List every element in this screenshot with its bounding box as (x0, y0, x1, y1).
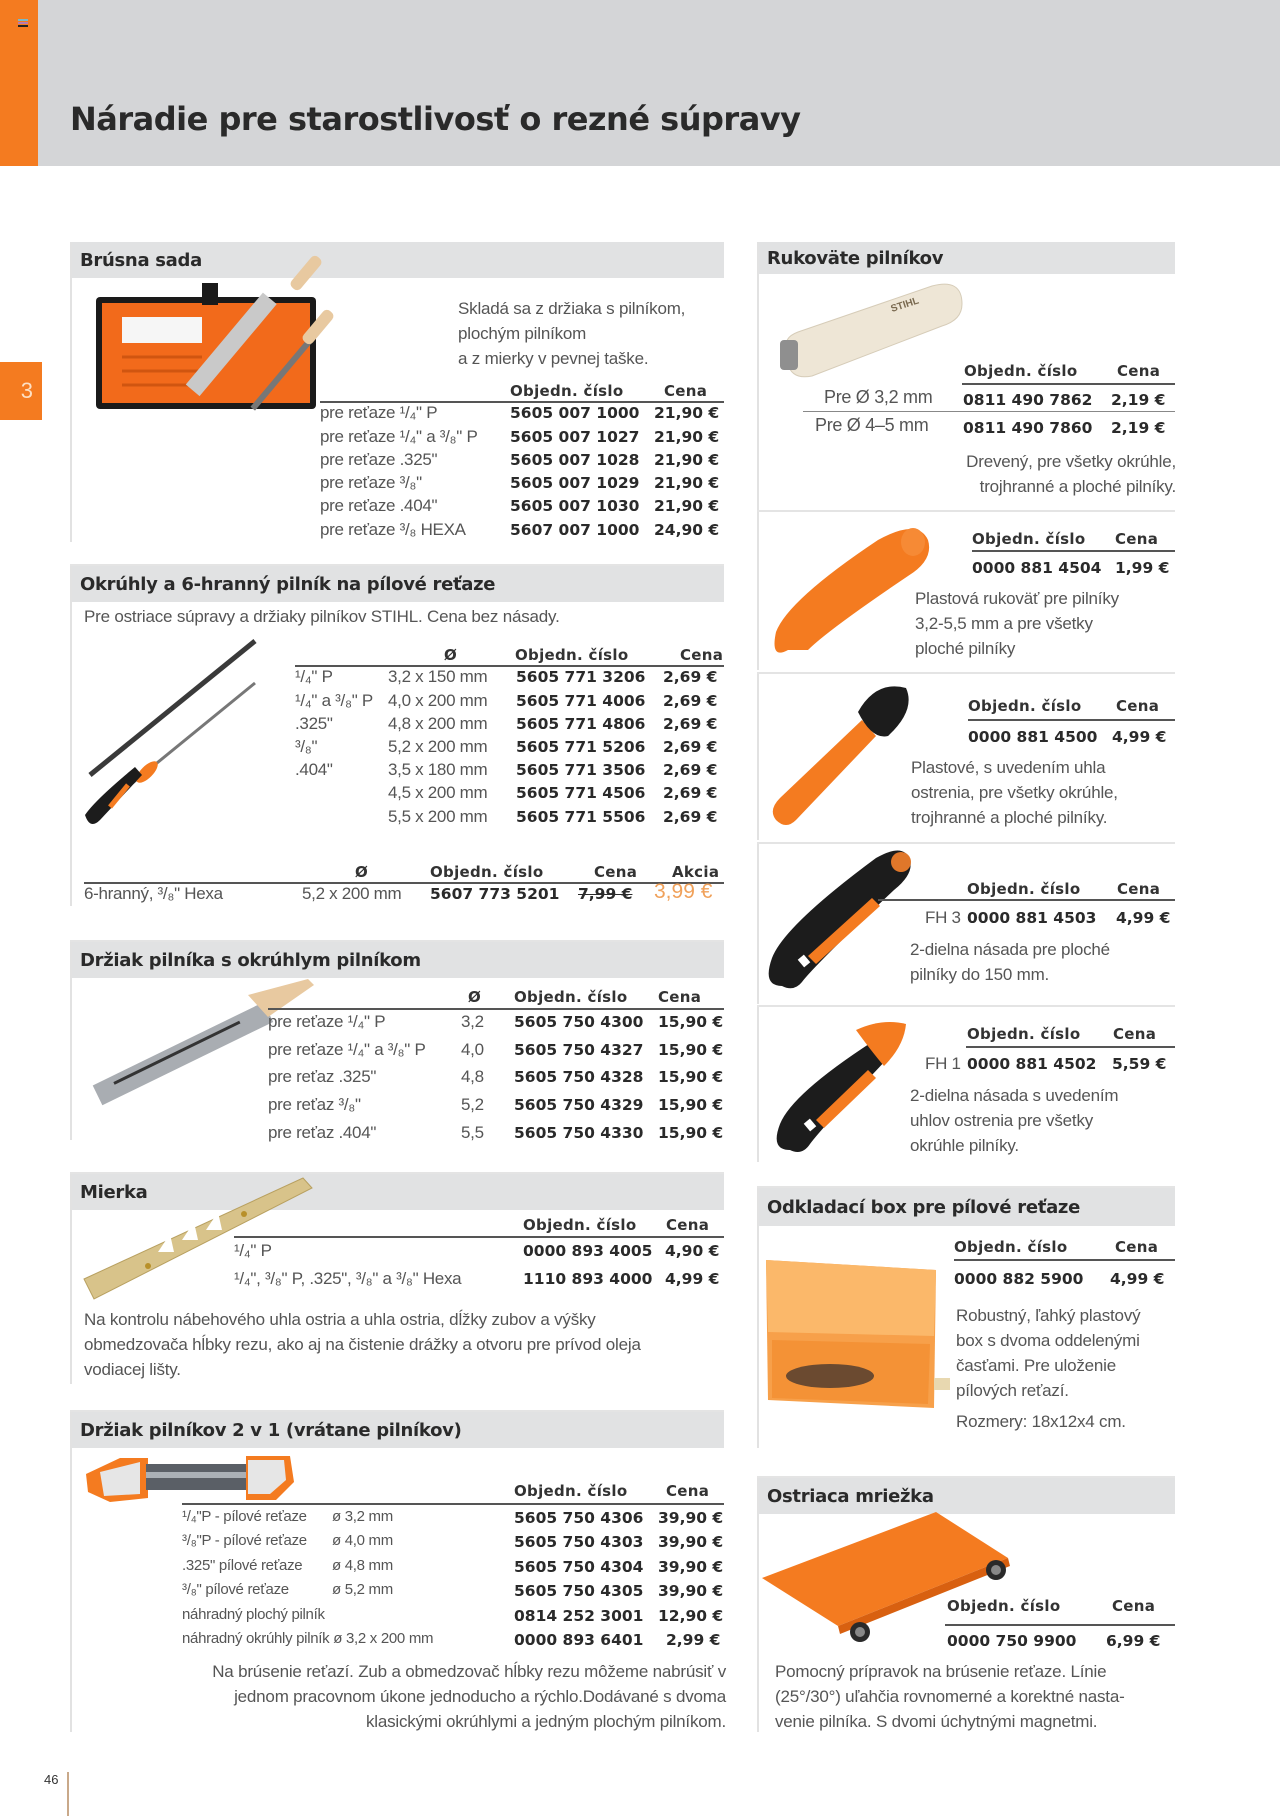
col-order-no: Objedn. číslo (947, 1597, 1061, 1615)
col-order-no: Objedn. číslo (510, 382, 624, 400)
col-diameter: Ø (355, 863, 369, 881)
2in1-holder-image (80, 1452, 340, 1510)
col-price: Cena (1115, 530, 1159, 548)
section-title: Držiak pilníkov 2 v 1 (vrátane pilníkov) (72, 1412, 724, 1448)
col-order-no: Objedn. číslo (430, 863, 544, 881)
col-order-no: Objedn. číslo (514, 988, 628, 1006)
col-price: Cena (1117, 362, 1161, 380)
sharpening-grid-image (758, 1508, 1018, 1643)
col-price: Cena (594, 863, 638, 881)
round-file-image (80, 635, 270, 835)
table-rule (954, 1259, 1175, 1261)
col-price: Cena (1113, 1025, 1157, 1043)
chain-box-image (760, 1248, 960, 1418)
section-title: Rukoväte pilníkov (759, 242, 1175, 274)
section-title: Ostriaca mriežka (759, 1478, 1175, 1514)
fh3-handle-image (764, 846, 924, 996)
col-price: Cena (1112, 1597, 1156, 1615)
svg-text:STIHL: STIHL (889, 295, 921, 315)
section-title: Okrúhly a 6-hranný pilník na pílové reťaze (72, 566, 724, 602)
old-price: 7,99 € (578, 885, 633, 903)
table-rule (878, 899, 1175, 901)
col-price: Cena (666, 1216, 710, 1234)
section-title: Držiak pilníka s okrúhlym pilníkom (72, 942, 724, 978)
col-order-no: Objedn. číslo (964, 362, 1078, 380)
col-order-no: Objedn. číslo (515, 646, 629, 664)
col-diameter: Ø (444, 646, 458, 664)
section-title: Mierka (72, 1174, 724, 1210)
sharpening-kit-image (82, 245, 402, 425)
accent-strip (0, 0, 38, 166)
col-order-no: Objedn. číslo (968, 697, 1082, 715)
col-price: Cena (664, 382, 708, 400)
table-rule (234, 1236, 724, 1238)
table-rule (182, 1503, 724, 1505)
section-title: Odkladací box pre pílové reťaze (759, 1188, 1175, 1226)
table-rule (968, 719, 1175, 721)
page-title: Náradie pre starostlivosť o rezné súpravy (70, 100, 801, 138)
okruhly-pilnik-description: Pre ostriace súpravy a držiaky pilníkov STIHL. Cena bez násady. (84, 607, 560, 626)
table-rule (295, 665, 724, 667)
col-promo: Akcia (672, 863, 720, 881)
row-divider (803, 411, 1175, 412)
table-rule (945, 1624, 1175, 1626)
fh3-handle-description: 2-dielna násada pre ploché pilníky do 150 mm. (910, 940, 1110, 984)
wooden-handle-description: Drevený, pre všetky okrúhle, trojhranné a ploché pilníky. (966, 452, 1176, 496)
col-diameter: Ø (468, 988, 482, 1006)
chapter-tab[interactable]: 3 (0, 362, 42, 420)
col-price: Cena (1116, 697, 1160, 715)
drziak-2v1-description: Na brúsenie reťazí. Zub a obmedzovač hĺbky rezu môžeme nabrúsiť v jednom pracovnom úkone jednoducho a rýchlo.Dodávané s dvoma klasickými okrúhlymi a jedným plochým pilníkom. (212, 1662, 726, 1731)
col-order-no: Objedn. číslo (972, 530, 1086, 548)
chain-box-description: Robustný, ľahký plastový box s dvoma oddelenými časťami. Pre uloženie pílových reťazí. Rozmery: 18x12x4 cm. (956, 1306, 1141, 1431)
mierka-description: Na kontrolu nábehového uhla ostria a uhla ostria, dĺžky zubov a výšky obmedzovača hĺbky rezu, ako aj na čistenie drážky a otvoru pre prívod oleja vodiacej lišty. (84, 1310, 641, 1379)
table-rule (972, 550, 1175, 552)
plastic-handle-image (768, 520, 938, 670)
wooden-handle-image (772, 280, 972, 390)
col-order-no: Objedn. číslo (967, 1025, 1081, 1043)
page-number: 46 (44, 1772, 59, 1787)
brusna-sada-description: Skladá sa z držiaka s pilníkom, plochým pilníkom a z mierky v pevnej taške. (458, 299, 686, 368)
menu-icon[interactable] (18, 19, 28, 28)
col-price: Cena (666, 1482, 710, 1500)
col-order-no: Objedn. číslo (954, 1238, 1068, 1256)
col-price: Cena (658, 988, 702, 1006)
table-rule (962, 383, 1175, 385)
angle-handle-image (766, 680, 926, 830)
col-price: Cena (680, 646, 724, 664)
angle-handle-description: Plastové, s uvedením uhla ostrenia, pre všetky okrúhle, trojhranné a ploché pilníky. (911, 758, 1118, 827)
section-title: Brúsna sada (72, 242, 724, 278)
header-band (0, 0, 1280, 166)
col-order-no: Objedn. číslo (967, 880, 1081, 898)
col-price: Cena (1115, 1238, 1159, 1256)
col-price: Cena (1117, 880, 1161, 898)
table-rule (268, 1008, 724, 1010)
col-order-no: Objedn. číslo (514, 1482, 628, 1500)
promo-price: 3,99 € (654, 880, 713, 903)
col-order-no: Objedn. číslo (523, 1216, 637, 1234)
sharpening-grid-description: Pomocný prípravok na brúsenie reťaze. Línie (25°/30°) uľahčia rovnomerné a korektné nasta- venie pilníka. S dvomi úchytnými magnetmi. (775, 1662, 1125, 1731)
plastic-handle-description: Plastová rukoväť pre pilníky 3,2-5,5 mm a pre všetky ploché pilníky (915, 589, 1119, 658)
fh1-handle-description: 2-dielna násada s uvedením uhlov ostrenia pre všetky okrúhle pilníky. (910, 1086, 1119, 1155)
fh1-handle-image (772, 1012, 932, 1157)
page-rule (67, 1772, 69, 1816)
table-rule (966, 1046, 1175, 1048)
